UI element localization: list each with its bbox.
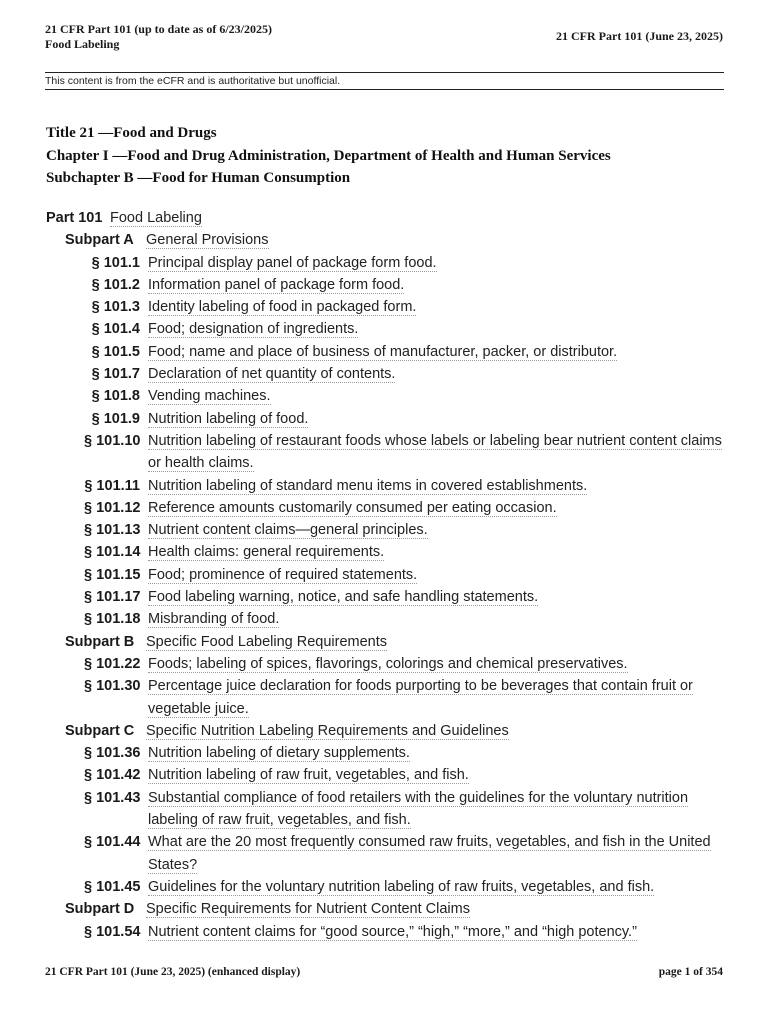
- toc-section-row: [46, 408, 726, 430]
- subpart-label: Subpart B: [65, 633, 135, 650]
- toc-section-row: [46, 296, 726, 318]
- table-of-contents: [46, 207, 726, 943]
- section-link[interactable]: Nutrition labeling of restaurant foods whose labels or labeling bear nutrient content claims or health claims.: [148, 432, 722, 472]
- toc-section-row: [46, 497, 726, 519]
- subpart-label: Subpart D: [65, 901, 135, 918]
- section-number: § 101.4: [91, 321, 140, 338]
- toc-section-row: [46, 430, 726, 475]
- toc-section-row: [46, 675, 726, 720]
- toc-section-row: [46, 586, 726, 608]
- hierarchy-titles: [46, 122, 611, 190]
- section-number: § 101.8: [91, 388, 140, 405]
- toc-section-row: [46, 921, 726, 943]
- toc-subpart-row: [46, 631, 726, 653]
- toc-section-row: [46, 363, 726, 385]
- section-link[interactable]: What are the 20 most frequently consumed raw fruits, vegetables, and fish in the United States?: [148, 834, 711, 873]
- section-number: § 101.44: [84, 834, 141, 851]
- section-link[interactable]: Food; name and place of business of manufacturer, packer, or distributor.: [148, 343, 618, 360]
- toc-section-row: [46, 564, 726, 586]
- section-number: § 101.9: [91, 410, 140, 427]
- subpart-link[interactable]: Specific Requirements for Nutrient Content Claims: [146, 901, 470, 918]
- section-link[interactable]: Principal display panel of package form food.: [148, 254, 437, 271]
- chapter-heading: Chapter I —Food and Drug Administration, Department of Health and Human Services: [46, 147, 611, 164]
- subpart-link[interactable]: Specific Nutrition Labeling Requirements and Guidelines: [146, 722, 509, 739]
- header-document-subtitle: Food Labeling: [45, 37, 120, 51]
- section-link[interactable]: Nutrition labeling of raw fruit, vegetables, and fish.: [148, 767, 469, 784]
- section-link[interactable]: Misbranding of food.: [148, 611, 280, 628]
- section-link[interactable]: Food labeling warning, notice, and safe handling statements.: [148, 589, 539, 606]
- section-number: § 101.42: [84, 767, 141, 784]
- section-link[interactable]: Food; designation of ingredients.: [148, 321, 359, 338]
- toc-part-row: [46, 207, 726, 229]
- toc-section-row: [46, 318, 726, 340]
- subpart-label: Subpart A: [65, 232, 134, 249]
- section-number: § 101.36: [84, 745, 141, 762]
- section-number: § 101.15: [84, 566, 141, 583]
- header-document-title: 21 CFR Part 101 (up to date as of 6/23/2025): [45, 22, 272, 36]
- toc-section-row: [46, 252, 726, 274]
- toc-section-row: [46, 787, 726, 832]
- section-number: § 101.54: [84, 923, 141, 940]
- section-number: § 101.2: [91, 276, 140, 293]
- section-number: § 101.30: [84, 678, 141, 695]
- authority-notice: This content is from the eCFR and is authoritative but unofficial.: [45, 72, 724, 90]
- section-link[interactable]: Nutrition labeling of food.: [148, 410, 309, 427]
- footer-document-title: 21 CFR Part 101 (June 23, 2025) (enhanced display): [45, 966, 301, 978]
- part-title: Food Labeling: [110, 210, 202, 226]
- subpart-link[interactable]: Specific Food Labeling Requirements: [146, 633, 387, 650]
- toc-section-row: [46, 876, 726, 898]
- section-link[interactable]: Reference amounts customarily consumed per eating occasion.: [148, 499, 557, 516]
- section-number: § 101.18: [84, 611, 141, 628]
- section-link[interactable]: Vending machines.: [148, 388, 271, 405]
- section-number: § 101.17: [84, 589, 141, 606]
- section-link[interactable]: Foods; labeling of spices, flavorings, colorings and chemical preservatives.: [148, 655, 628, 672]
- section-link[interactable]: Guidelines for the voluntary nutrition labeling of raw fruits, vegetables, and fish.: [148, 878, 655, 895]
- header-document-date: 21 CFR Part 101 (June 23, 2025): [556, 29, 723, 43]
- section-link[interactable]: Health claims: general requirements.: [148, 544, 385, 561]
- toc-section-row: [46, 274, 726, 296]
- section-number: § 101.1: [91, 254, 140, 271]
- section-link[interactable]: Information panel of package form food.: [148, 276, 405, 293]
- toc-section-row: [46, 519, 726, 541]
- subpart-label: Subpart C: [65, 722, 135, 739]
- part-label: Part 101: [46, 210, 103, 226]
- section-number: § 101.22: [84, 655, 141, 672]
- toc-section-row: [46, 742, 726, 764]
- section-number: § 101.13: [84, 522, 141, 539]
- section-number: § 101.11: [84, 477, 140, 494]
- section-link[interactable]: Nutrient content claims for “good source,” “high,” “more,” and “high potency.”: [148, 923, 637, 940]
- section-number: § 101.5: [91, 343, 140, 360]
- section-number: § 101.7: [91, 366, 140, 383]
- section-link[interactable]: Nutrition labeling of standard menu items in covered establishments.: [148, 477, 588, 494]
- section-link[interactable]: Nutrient content claims—general principles.: [148, 522, 428, 539]
- toc-section-row: [46, 385, 726, 407]
- subpart-link[interactable]: General Provisions: [146, 232, 269, 249]
- toc-subpart-row: [46, 229, 726, 251]
- toc-section-row: [46, 541, 726, 563]
- section-link[interactable]: Food; prominence of required statements.: [148, 566, 418, 583]
- section-link[interactable]: Percentage juice declaration for foods purporting to be beverages that contain fruit or vegetable juice.: [148, 678, 693, 717]
- section-link[interactable]: Declaration of net quantity of contents.: [148, 366, 396, 383]
- section-number: § 101.14: [84, 544, 141, 561]
- toc-section-row: [46, 764, 726, 786]
- toc-subpart-row: [46, 898, 726, 920]
- title-heading: Title 21 —Food and Drugs: [46, 125, 217, 141]
- section-link[interactable]: Substantial compliance of food retailers with the guidelines for the voluntary nutrition labeling of raw fruit, vegetables, and fish.: [148, 789, 689, 829]
- section-number: § 101.45: [84, 878, 141, 895]
- page-header-left: [45, 22, 272, 52]
- section-number: § 101.43: [84, 789, 141, 806]
- toc-section-row: [46, 831, 726, 876]
- toc-section-row: [46, 608, 726, 630]
- toc-section-row: [46, 653, 726, 675]
- section-number: § 101.3: [91, 299, 140, 316]
- section-number: § 101.10: [84, 432, 141, 449]
- section-link[interactable]: Identity labeling of food in packaged form.: [148, 299, 417, 316]
- toc-section-row: [46, 341, 726, 363]
- subchapter-heading: Subchapter B —Food for Human Consumption: [46, 170, 351, 186]
- section-link[interactable]: Nutrition labeling of dietary supplements.: [148, 745, 410, 762]
- page-number: page 1 of 354: [658, 966, 723, 978]
- toc-subpart-row: [46, 720, 726, 742]
- section-number: § 101.12: [84, 499, 141, 516]
- toc-section-row: [46, 475, 726, 497]
